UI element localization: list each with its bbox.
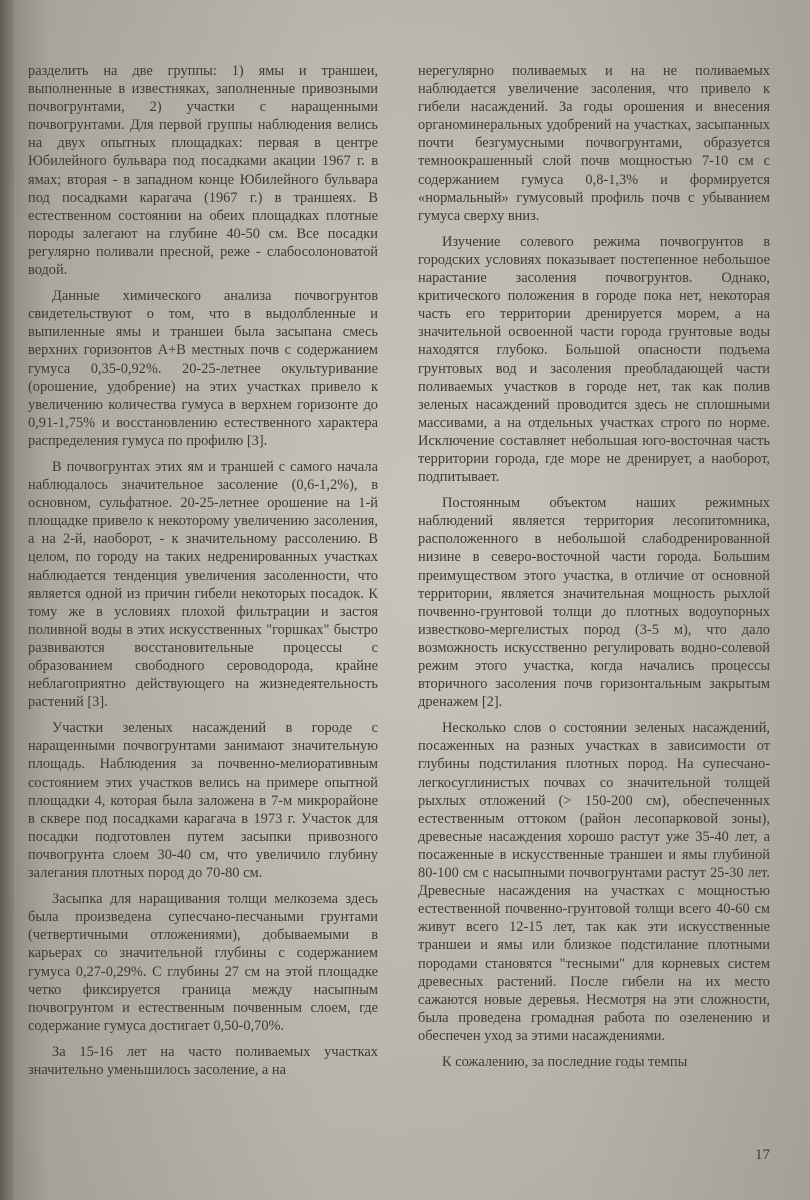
left-text-column xyxy=(28,62,378,1087)
paragraph: Несколько слов о состоянии зеленых насаждений, посаженных на разных участках в зависимости от глубины подстилания плотных пород. На супесчано-легкосуглинистых почвах со значительной толщей рыхлых отложений (> 150-200 см), обеспеченных естественным оттоком (район лесопарковой зоны), древесные насаждения хорошо растут уже 35-40 лет, а посаженные в искусственные траншеи и ямы глубиной 80-100 см с насыпными почвогрунтами растут 25-30 лет. Древесные насаждения на участках с мощностью естественной почвенно-грунтовой толщи всего 40-60 см живут всего 12-15 лет, так как эти искусственные траншеи и ямы или близкое подстилание плотными породами становятся "тесными" для корневых систем древесных растений. После гибели на их место сажаются новые деревья. Несмотря на эти сложности, была проведена громадная работа по озеленению и обеспечен уход за этими насаждениями. xyxy=(418,720,770,1044)
paragraph: В почвогрунтах этих ям и траншей с самого начала наблюдалось значительное засоление (0,6-1,2%), в основном, сульфатное. 20-25-летнее орошение на 1-й площадке привело к некоторому увеличению засоления, а на 2-й, наоборот, - к значительному рассолению. В целом, по городу на таких недренированных участках наблюдается тенденция увеличения засоленности, что является одной из причин гибели некоторых посадок. К тому же в условиях плохой фильтрации и застоя поливной воды в этих искусственных "горшках" быстро развиваются восстановительные процессы с образованием свободного сероводорода, крайне неблагоприятно действующего на жизнедеятельность растений [3]. xyxy=(28,458,378,711)
page-gutter-shadow xyxy=(0,0,14,1200)
paragraph: разделить на две группы: 1) ямы и траншеи, выполненные в известняках, заполненные привозными почвогрунтами, 2) участки с наращенными почвогрунтами. Для первой группы наблюдения велись на двух опытных площадках: первая в центре Юбилейного бульвара под посадками акации 1967 г. в ямах; вторая - в западном конце Юбилейного бульвара под посадками карагача (1967 г.) в траншеях. В естественном состоянии на обеих площадках плотные породы залегают на глубине 40-50 см. Все посадки регулярно поливали пресной, реже - слабосолоноватой водой. xyxy=(28,63,378,279)
paragraph: Постоянным объектом наших режимных наблюдений является территория лесопитомника, расположенного в небольшой слабодренированной низине в северо-восточной части города. Большим преимуществом этого участка, в отличие от основной территории, является значительная мощность рыхлой почвенно-грунтовой толщи до плотных водоупорных известково-мергелистых пород (3-5 м), что дало возможность искусственно регулировать водно-солевой режим этого участка, когда начались процессы вторичного засоления почв горизонтальным закрытым дренажем [2]. xyxy=(418,495,770,711)
paragraph: Засыпка для наращивания толщи мелкозема здесь была произведена супесчано-песчаными грунтами (четвертичными отложениями), добываемыми в карьерах со значительной глубины с содержанием гумуса 0,27-0,29%. С глубины 27 см на этой площадке четко фиксируется граница между насыпным почвогрунтом и естественным почвенным слоем, где содержание гумуса достигает 0,50-0,70%. xyxy=(28,891,378,1034)
paragraph: Данные химического анализа почвогрунтов свидетельствуют о том, что в выдолбленные и выпиленные ямы и траншеи была засыпана смесь верхних горизонтов А+В местных почв с содержанием гумуса 0,35-0,92%. 20-25-летнее окультуривание (орошение, удобрение) на этих участках привело к увеличению количества гумуса в верхнем горизонте до 0,91-1,75% и восстановлению естественного характера распределения гумуса по профилю [3]. xyxy=(28,288,378,449)
paragraph: За 15-16 лет на часто поливаемых участках значительно уменьшилось засоление, а на xyxy=(28,1043,378,1078)
paragraph: нерегулярно поливаемых и на не поливаемых наблюдается увеличение засоления, что привело к гибели насаждений. За годы орошения и внесения органоминеральных удобрений на участках, засыпанных почти безгумусными почвогрунтами, образуется темноокрашенный слой почв мощностью 7-10 см с содержанием гумуса 0,8-1,3% и формируется «нормальный» гумусовый профиль почв с убыванием гумуса сверху вниз. xyxy=(418,63,770,224)
paragraph: Изучение солевого режима почвогрунтов в городских условиях показывает постепенное небольшое нарастание засоления почвогрунтов. Однако, критического положения в городе пока нет, некоторая часть его территории дренируется морем, а на значительной освоенной части города грунтовые воды находятся глубоко. Большой опасности подъема грунтовых вод и засоления преобладающей части поливаемых участков в городе нет, так как полив зеленых насаждений проводится здесь не сплошными массивами, а на отдельных участках строго по норме. Исключение составляет небольшая юго-восточная часть территории города, где море не дренирует, а наоборот, подпитывает. xyxy=(418,233,770,486)
right-text-column xyxy=(418,62,770,1079)
paragraph: Участки зеленых насаждений в городе с наращенными почвогрунтами занимают значительную площадь. Наблюдения за почвенно-мелиоративным состоянием этих участков велись на примере опытной площадки 4, которая была заложена в 7-м микрорайоне в сквере под посадками карагача в 1973 г. Участок для посадки подготовлен путем засыпки привозного почвогрунта слоем 30-40 см, что увеличило глубину залегания плотных пород до 70-80 см. xyxy=(28,720,378,882)
page-number: 17 xyxy=(755,1147,770,1163)
paragraph: К сожалению, за последние годы темпы xyxy=(442,1053,688,1070)
